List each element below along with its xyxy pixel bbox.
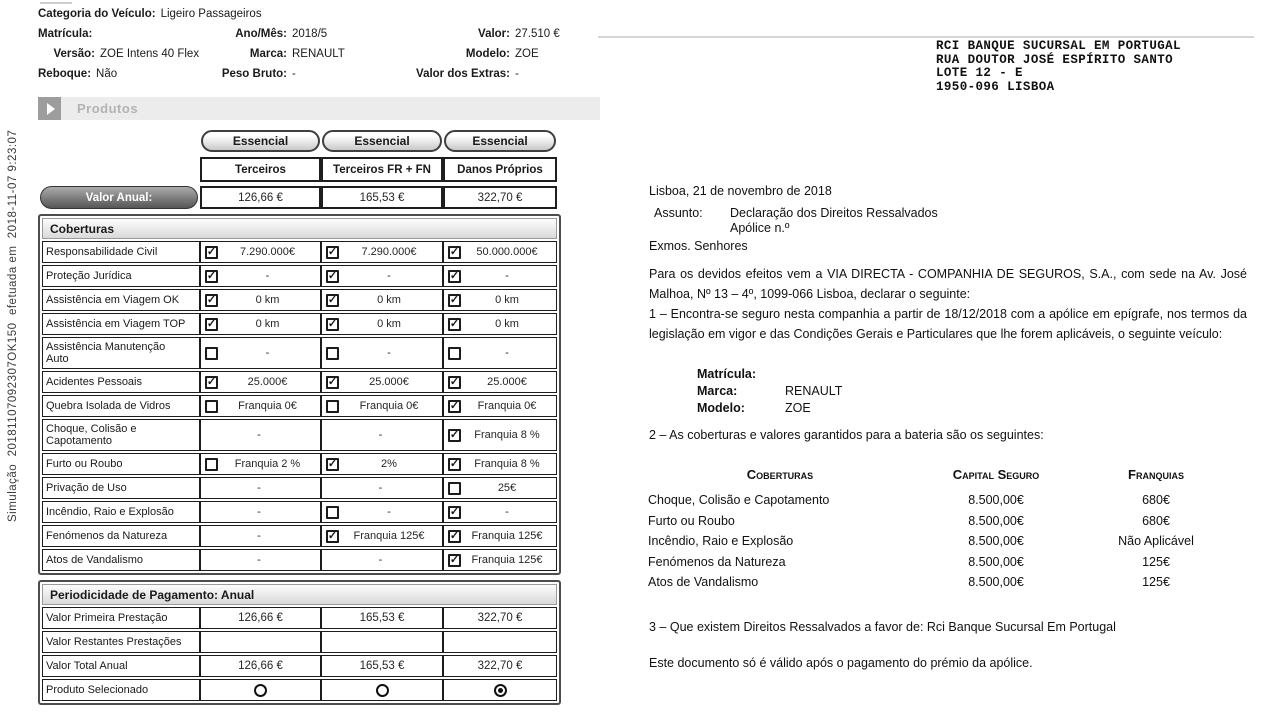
coverage-cell: ✓ - [200, 265, 321, 287]
field-matricula: Matrícula: [38, 28, 93, 40]
coverage-cell: ✓ - [443, 265, 557, 287]
valor-anual-danos-proprios: 322,70 € [443, 186, 557, 209]
coverage-row [42, 501, 557, 523]
coverage-label: Furto ou Roubo [42, 453, 200, 475]
coverage-label: Proteção Jurídica [42, 265, 200, 287]
coverage-cell: ✓ Franquia 125€ [443, 549, 557, 571]
coverage-cell: - [200, 337, 321, 369]
payment-label: Valor Primeira Prestação [42, 607, 200, 629]
coverage-cell: ✓ 0 km [443, 289, 557, 311]
field-categoria: Categoria do Veículo: Ligeiro Passageiros [38, 8, 262, 20]
letter-table-row: Fenómenos da Natureza 8.500,00€ 125€ [648, 554, 1170, 569]
letter-table-row: Atos de Vandalismo 8.500,00€ 125€ [648, 574, 1170, 589]
coberturas-header: Coberturas [42, 218, 557, 239]
checkbox-icon[interactable] [448, 376, 461, 389]
product-radio-danos-proprios[interactable] [443, 679, 557, 701]
recipient-line: RUA DOUTOR JOSÉ ESPÍRITO SANTO [936, 52, 1174, 67]
coberturas-block [38, 214, 561, 575]
coverage-cell: - [200, 549, 321, 571]
checkbox-icon[interactable] [448, 429, 461, 442]
letter-vehicle-block [697, 366, 842, 417]
payment-value: 126,66 € [200, 607, 321, 629]
coverage-cell: - [200, 419, 321, 451]
coverage-cell: ✓ 50.000.000€ [443, 241, 557, 263]
checkbox-icon[interactable] [326, 376, 339, 389]
letter-modelo-value: ZOE [785, 401, 811, 415]
letter-item1-paragraph: 1 – Encontra-se seguro nesta companhia a partir de 18/12/2018 com a apólice em epígrafe, nos termos da legislação em vigor e das Condições Gerais e Particulares que lhe forem aplicáveis, o seguinte veículo: [649, 307, 1247, 341]
coverage-label: Assistência em Viagem OK [42, 289, 200, 311]
coverage-label: Acidentes Pessoais [42, 371, 200, 393]
coverage-cell: ✓ 25.000€ [443, 371, 557, 393]
coverage-cell: ✓ - [321, 265, 443, 287]
coverage-label: Assistência em Viagem TOP [42, 313, 200, 335]
letter-date: Lisboa, 21 de novembro de 2018 [649, 184, 832, 198]
coverage-row [42, 313, 557, 335]
coverage-label: Fenómenos da Natureza [42, 525, 200, 547]
checkbox-icon[interactable] [326, 458, 339, 471]
coverage-cell: ✓ 2% [321, 453, 443, 475]
field-valor: Valor: 27.510 € [478, 28, 560, 40]
checkbox-icon[interactable] [326, 506, 339, 519]
coverage-row [42, 265, 557, 287]
field-peso-bruto: Peso Bruto: - [221, 68, 296, 80]
product-radio-terceiros-fr-fn[interactable] [321, 679, 443, 701]
recipient-line: 1950-096 LISBOA [936, 79, 1055, 94]
payment-value: 165,53 € [321, 607, 443, 629]
payment-block [38, 580, 561, 705]
checkbox-icon[interactable] [326, 270, 339, 283]
letter-subject [654, 206, 938, 235]
recipient-address [936, 40, 1181, 94]
checkbox-icon[interactable] [326, 400, 339, 413]
recipient-line: LOTE 12 - E [936, 66, 1023, 80]
letter-matricula-label: Matrícula: [697, 367, 757, 381]
letter-table-row: Incêndio, Raio e Explosão 8.500,00€ Não Aplicável [648, 534, 1194, 549]
checkbox-icon[interactable] [205, 458, 218, 471]
coverage-cell: ✓ Franquia 8 % [443, 419, 557, 451]
coverage-cell: - [321, 477, 443, 499]
simulation-stamp: Simulação 20181107092307OK150 efetuada em 2018-11-07 9:23:07 [7, 129, 19, 522]
coverage-cell: ✓ 7.290.000€ [321, 241, 443, 263]
coverage-cell: ✓ Franquia 125€ [321, 525, 443, 547]
checkbox-icon[interactable] [326, 246, 339, 259]
checkbox-icon[interactable] [326, 530, 339, 543]
field-valor-extras: Valor dos Extras: - [416, 68, 519, 80]
payment-value [443, 631, 557, 653]
coverage-cell: ✓ 0 km [200, 313, 321, 335]
checkbox-icon[interactable] [205, 294, 218, 307]
coverage-row [42, 525, 557, 547]
letter-table-header: Franquias [1128, 467, 1184, 483]
coverage-cell: ✓ Franquia 0€ [443, 395, 557, 417]
coverage-label: Choque, Colisão e Capotamento [42, 419, 200, 451]
checkbox-icon[interactable] [205, 400, 218, 413]
payment-value: 322,70 € [443, 607, 557, 629]
payment-value: 126,66 € [200, 655, 321, 677]
checkbox-icon[interactable] [448, 458, 461, 471]
coverage-row [42, 337, 557, 369]
coverage-cell: - [443, 337, 557, 369]
radio-icon[interactable] [376, 684, 389, 697]
checkbox-icon[interactable] [448, 270, 461, 283]
coverage-cell: - [200, 525, 321, 547]
checkbox-icon[interactable] [205, 376, 218, 389]
coverage-cell: 25€ [443, 477, 557, 499]
coverage-label: Quebra Isolada de Vidros [42, 395, 200, 417]
payment-value [321, 631, 443, 653]
payment-value: 165,53 € [321, 655, 443, 677]
payment-label: Valor Total Anual [42, 655, 200, 677]
payment-value: 322,70 € [443, 655, 557, 677]
coverage-cell: Franquia 0€ [321, 395, 443, 417]
checkbox-icon[interactable] [205, 270, 218, 283]
checkbox-icon[interactable] [448, 318, 461, 331]
selected-label: Produto Selecionado [42, 679, 200, 701]
letter-item3-line: 3 – Que existem Direitos Ressalvados a favor de: Rci Banque Sucursal Em Portugal [649, 620, 1116, 634]
letter-item2-line: 2 – As coberturas e valores garantidos para a bateria são os seguintes: [649, 428, 1044, 442]
coverage-cell: ✓ Franquia 8 % [443, 453, 557, 475]
payment-row [42, 607, 557, 629]
coverage-cell: ✓ 0 km [321, 289, 443, 311]
coverage-cell: ✓ 7.290.000€ [200, 241, 321, 263]
produtos-title: Produtos [77, 101, 139, 116]
checkbox-icon[interactable] [448, 482, 461, 495]
coverage-cell: - [321, 337, 443, 369]
product-selection-row [42, 679, 557, 701]
letter-coverage-table [648, 464, 1232, 592]
letter-top-rule [598, 36, 1254, 38]
letter-table-row: Furto ou Roubo 8.500,00€ 680€ [648, 513, 1170, 528]
coverage-row [42, 395, 557, 417]
coverage-row [42, 371, 557, 393]
radio-icon[interactable] [494, 684, 507, 697]
product-radio-terceiros[interactable] [200, 679, 321, 701]
coverage-cell: ✓ 25.000€ [200, 371, 321, 393]
plan-badge-terceiros-fr-fn[interactable]: Essencial [322, 130, 442, 152]
plan-badge-terceiros[interactable]: Essencial [201, 130, 320, 152]
coverage-cell: Franquia 0€ [200, 395, 321, 417]
checkbox-icon[interactable] [448, 347, 461, 360]
letter-modelo-label: Modelo: [697, 401, 745, 415]
coverage-label: Privação de Uso [42, 477, 200, 499]
subject-line1: Declaração dos Direitos Ressalvados [730, 206, 938, 220]
subject-line2: Apólice n.º [730, 220, 790, 235]
coverage-cell: - [321, 501, 443, 523]
checkbox-icon[interactable] [448, 400, 461, 413]
coverage-row [42, 241, 557, 263]
coverage-row [42, 453, 557, 475]
coverage-cell: ✓ 0 km [443, 313, 557, 335]
field-versao: Versão: ZOE Intens 40 Flex [53, 48, 200, 60]
coverage-label: Incêndio, Raio e Explosão [42, 501, 200, 523]
coverage-label: Assistência Manutenção Auto [42, 337, 200, 369]
checkbox-icon[interactable] [448, 554, 461, 567]
letter-table-row: Choque, Colisão e Capotamento 8.500,00€ 680€ [648, 493, 1170, 508]
coverage-row [42, 419, 557, 451]
column-header-terceiros: Terceiros [200, 157, 321, 182]
coverage-row [42, 549, 557, 571]
checkbox-icon[interactable] [205, 347, 218, 360]
checkbox-icon[interactable] [448, 246, 461, 259]
valor-anual-terceiros-fr-fn: 165,53 € [321, 186, 443, 209]
valor-anual-terceiros: 126,66 € [200, 186, 321, 209]
coverage-row [42, 477, 557, 499]
payment-row [42, 655, 557, 677]
checkbox-icon[interactable] [326, 347, 339, 360]
recipient-line: RCI BANQUE SUCURSAL EM PORTUGAL [936, 39, 1181, 53]
radio-icon[interactable] [254, 684, 267, 697]
letter-table-header: Capital Seguro [952, 467, 1040, 483]
checkbox-icon[interactable] [326, 294, 339, 307]
subject-label: Assunto: [654, 206, 703, 220]
coverage-label: Responsabilidade Civil [42, 241, 200, 263]
checkbox-icon[interactable] [205, 246, 218, 259]
coverage-cell: ✓ 0 km [321, 313, 443, 335]
column-header-terceiros-fr-fn: Terceiros FR + FN [321, 157, 443, 182]
checkbox-icon[interactable] [326, 318, 339, 331]
payment-header: Periodicidade de Pagamento: Anual [42, 584, 557, 605]
payment-row [42, 631, 557, 653]
coverage-cell: ✓ 0 km [200, 289, 321, 311]
letter-table-header-row [648, 464, 1232, 490]
coverage-cell: - [321, 549, 443, 571]
coverage-cell: - [321, 419, 443, 451]
coverage-label: Atos de Vandalismo [42, 549, 200, 571]
letter-marca-value: RENAULT [785, 384, 843, 398]
checkbox-icon[interactable] [448, 506, 461, 519]
plan-badge-danos-proprios[interactable]: Essencial [444, 130, 556, 152]
field-modelo: Modelo: ZOE [465, 48, 539, 60]
letter-table-header: Coberturas [746, 467, 814, 483]
letter-footer-line: Este documento só é válido após o pagamento do prémio da apólice. [649, 656, 1033, 670]
checkbox-icon[interactable] [448, 530, 461, 543]
payment-label: Valor Restantes Prestações [42, 631, 200, 653]
checkbox-icon[interactable] [205, 318, 218, 331]
coverage-cell: - [200, 477, 321, 499]
checkbox-icon[interactable] [448, 294, 461, 307]
coverage-cell: - [200, 501, 321, 523]
coverage-cell: ✓ 25.000€ [321, 371, 443, 393]
top-left-rule [40, 2, 72, 4]
letter-intro-paragraph: Para os devidos efeitos vem a VIA DIRECTA - COMPANHIA DE SEGUROS, S.A., com sede na Av. José Malhoa, Nº 13 – 4º, 1099-066 Lisboa, declarar o seguinte: [649, 267, 1247, 301]
coverage-cell: ✓ - [443, 501, 557, 523]
letter-marca-label: Marca: [697, 384, 738, 398]
column-header-danos-proprios: Danos Próprios [443, 157, 557, 182]
coverage-cell: ✓ Franquia 125€ [443, 525, 557, 547]
valor-anual-label: Valor Anual: [40, 186, 198, 209]
field-marca: Marca: RENAULT [249, 48, 345, 60]
field-ano-mes: Ano/Mês: 2018/5 [235, 28, 328, 40]
letter-salutation: Exmos. Senhores [649, 239, 748, 253]
coverage-row [42, 289, 557, 311]
field-reboque: Reboque: Não [38, 68, 118, 80]
coverage-cell: Franquia 2 % [200, 453, 321, 475]
produtos-banner [38, 97, 600, 120]
payment-value [200, 631, 321, 653]
play-arrow-icon[interactable] [38, 97, 61, 120]
